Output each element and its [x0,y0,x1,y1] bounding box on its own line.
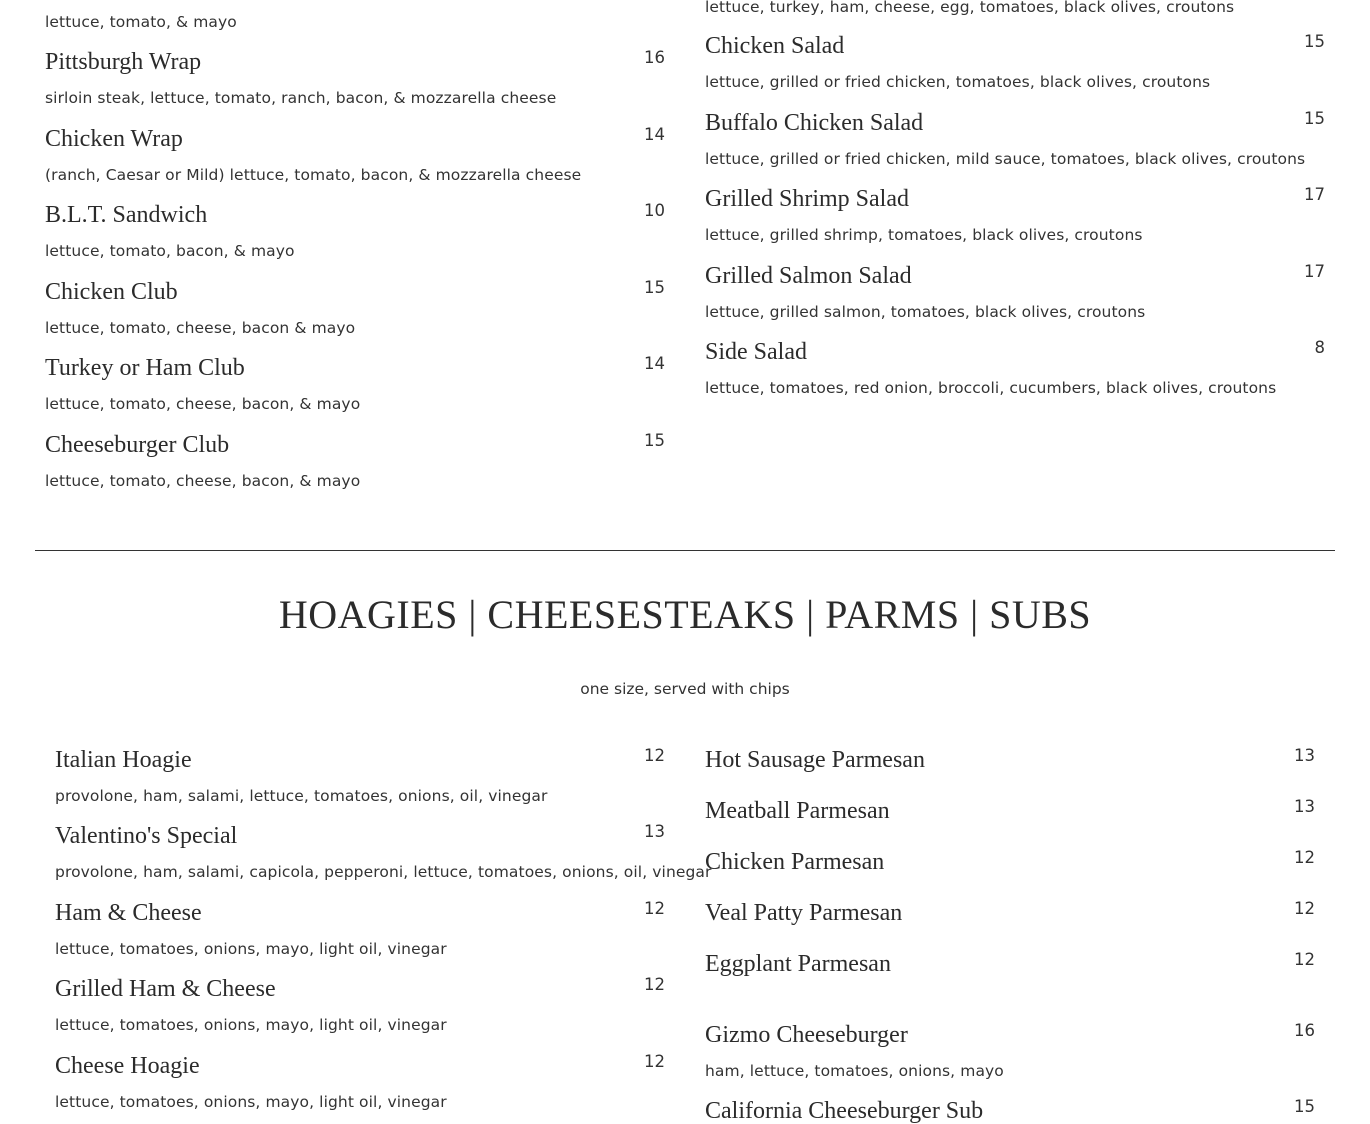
item-price: 14 [644,354,665,373]
item-price: 15 [1294,1097,1315,1116]
item-description: lettuce, tomato, & mayo [45,13,237,31]
item-price: 17 [1304,262,1325,281]
item-name: B.L.T. Sandwich [45,202,208,228]
menu-item [45,50,556,107]
item-price: 15 [644,278,665,297]
item-description: lettuce, tomato, cheese, bacon & mayo [45,319,356,337]
item-description: lettuce, tomato, bacon, & mayo [45,242,295,260]
item-description: lettuce, tomatoes, red onion, broccoli, cucumbers, black olives, croutons [705,379,1277,397]
menu-item [45,433,360,490]
item-price: 16 [644,48,665,67]
item-description: lettuce, grilled shrimp, tomatoes, black olives, croutons [705,226,1143,244]
menu-item [705,111,1305,168]
item-price: 12 [644,899,665,918]
item-description: lettuce, grilled or fried chicken, tomatoes, black olives, croutons [705,73,1211,91]
section-subtitle: one size, served with chips [580,680,790,698]
item-description: lettuce, tomatoes, onions, mayo, light oil, vinegar [55,1016,447,1034]
item-name: Chicken Wrap [45,126,183,152]
item-name: Cheeseburger Club [45,432,230,458]
item-description: (ranch, Caesar or Mild) lettuce, tomato, bacon, & mozzarella cheese [45,166,582,184]
item-name: Italian Hoagie [55,747,192,773]
item-price: 14 [644,125,665,144]
item-price: 15 [1304,32,1325,51]
menu-item [55,824,712,881]
item-price: 13 [644,822,665,841]
item-price: 17 [1304,185,1325,204]
item-description: lettuce, grilled salmon, tomatoes, black olives, croutons [705,303,1146,321]
menu-item [705,187,1143,244]
item-price: 12 [644,1052,665,1071]
item-price: 12 [1294,950,1315,969]
item-price: 12 [644,746,665,765]
item-name: Valentino's Special [55,823,238,849]
item-price: 12 [644,975,665,994]
item-price: 16 [1294,1021,1315,1040]
item-description: provolone, ham, salami, lettuce, tomatoes, onions, oil, vinegar [55,787,548,805]
item-name: Chicken Club [45,279,178,305]
section-divider [35,550,1335,551]
item-name: California Cheeseburger Sub [705,1098,984,1124]
menu-item [45,280,355,337]
item-name: Pittsburgh Wrap [45,49,202,75]
item-description: lettuce, tomatoes, onions, mayo, light oil, vinegar [55,1093,447,1111]
item-name: Eggplant Parmesan [705,951,891,977]
item-name: Side Salad [705,339,807,365]
item-price: 12 [1294,848,1315,867]
item-price: 13 [1294,746,1315,765]
item-name: Chicken Salad [705,33,845,59]
menu-item [55,901,447,958]
item-price: 12 [1294,899,1315,918]
item-name: Veal Patty Parmesan [705,900,903,926]
menu-item [705,264,1145,321]
item-price: 15 [1304,109,1325,128]
item-name: Buffalo Chicken Salad [705,110,924,136]
item-name: Ham & Cheese [55,900,202,926]
menu-item [705,1023,1004,1080]
menu-item [45,203,295,260]
item-name: Turkey or Ham Club [45,355,245,381]
item-price: 8 [1314,338,1325,357]
item-price: 13 [1294,797,1315,816]
item-name: Hot Sausage Parmesan [705,747,925,773]
item-price: 15 [644,431,665,450]
menu-item [705,340,1276,397]
item-description: sirloin steak, lettuce, tomato, ranch, bacon, & mozzarella cheese [45,89,557,107]
item-description: lettuce, grilled or fried chicken, mild sauce, tomatoes, black olives, croutons [705,150,1306,168]
item-description: lettuce, tomatoes, onions, mayo, light oil, vinegar [55,940,447,958]
menu-item [55,748,548,805]
item-price: 10 [644,201,665,220]
menu-item [55,1054,447,1111]
item-description: lettuce, turkey, ham, cheese, egg, tomatoes, black olives, croutons [705,0,1235,16]
section-title: HOAGIES | CHEESESTEAKS | PARMS | SUBS [278,592,1092,637]
item-name: Meatball Parmesan [705,798,890,824]
menu-item [705,34,1210,91]
item-description: provolone, ham, salami, capicola, pepperoni, lettuce, tomatoes, onions, oil, vinegar [55,863,712,881]
item-name: Grilled Salmon Salad [705,263,912,289]
item-name: Chicken Parmesan [705,849,885,875]
item-name: Cheese Hoagie [55,1053,200,1079]
item-name: Gizmo Cheeseburger [705,1022,908,1048]
item-description: lettuce, tomato, cheese, bacon, & mayo [45,472,361,490]
item-name: Grilled Shrimp Salad [705,186,909,212]
item-description: lettuce, tomato, cheese, bacon, & mayo [45,395,361,413]
item-description: ham, lettuce, tomatoes, onions, mayo [705,1062,1004,1080]
menu-item [45,127,581,184]
item-name: Grilled Ham & Cheese [55,976,276,1002]
menu-item [45,356,360,413]
menu-item [55,977,447,1034]
